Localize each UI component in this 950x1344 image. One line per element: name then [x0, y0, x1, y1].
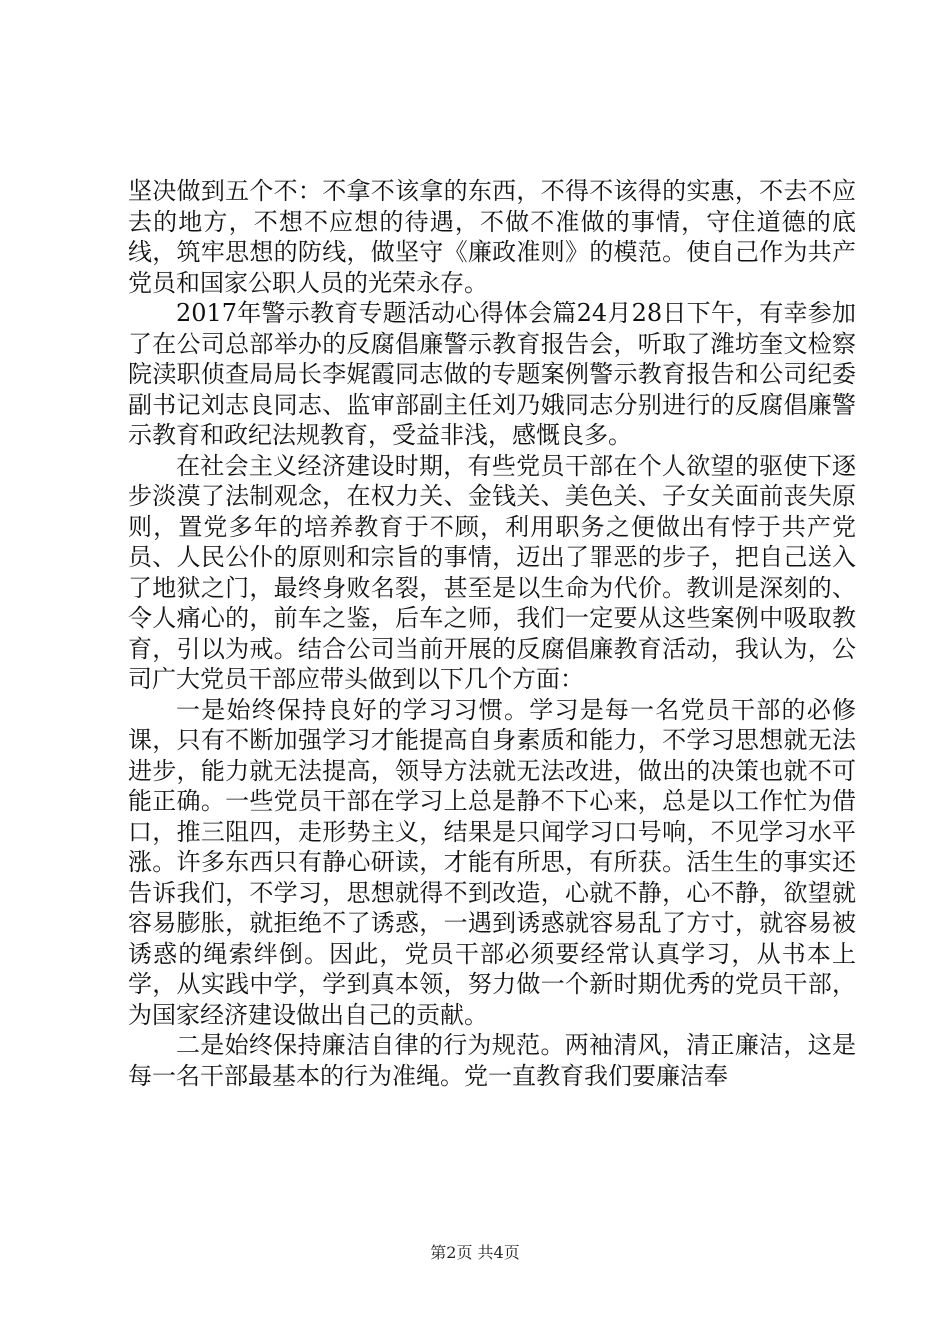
- paragraph-continuation: 坚决做到五个不：不拿不该拿的东西，不得不该得的实惠，不去不应去的地方，不想不应想的待遇，不做不准做的事情，守住道德的底线，筑牢思想的防线，做坚守《廉政准则》的模范。使自己作为共产党员和国家公职人员的光荣永存。: [128, 177, 856, 297]
- paragraph-point-two-integrity: 二是始终保持廉洁自律的行为规范。两袖清风，清正廉洁，这是每一名干部最基本的行为准绳。党一直教育我们要廉洁奉: [128, 1031, 856, 1090]
- page-footer: [0, 1243, 950, 1263]
- document-body: [128, 176, 856, 1091]
- paragraph-article-intro: 2017年警示教育专题活动心得体会篇24月28日下午，有幸参加了在公司总部举办的反腐倡廉警示教育报告会，听取了潍坊奎文检察院渎职侦查局局长李娓霞同志做的专题案例警示教育报告和公司纪委副书记刘志良同志、监审部副主任刘乃娥同志分别进行的反腐倡廉警示教育和政纪法规教育，受益非浅，感慨良多。: [128, 299, 856, 449]
- page-number: 第2页 共4页: [430, 1243, 520, 1262]
- paragraph-economic-period: 在社会主义经济建设时期，有些党员干部在个人欲望的驱使下逐步淡漠了法制观念，在权力关、金钱关、美色关、子女关面前丧失原则，置党多年的培养教育于不顾，利用职务之便做出有悖于共产党员、人民公仆的原则和宗旨的事情，迈出了罪恶的步子，把自己送入了地狱之门，最终身败名裂，甚至是以生命为代价。教训是深刻的、令人痛心的，前车之鉴，后车之师，我们一定要从这些案例中吸取教育，引以为戒。结合公司当前开展的反腐倡廉教育活动，我认为，公司广大党员干部应带头做到以下几个方面：: [128, 451, 856, 693]
- paragraph-point-one-study: 一是始终保持良好的学习习惯。学习是每一名党员干部的必修课，只有不断加强学习才能提高自身素质和能力，不学习思想就无法进步，能力就无法提高，领导方法就无法改进，做出的决策也就不可能正确。一些党员干部在学习上总是静不下心来，总是以工作忙为借口，推三阻四，走形势主义，结果是只闻学习口号响，不见学习水平涨。许多东西只有静心研读，才能有所思，有所获。活生生的事实还告诉我们，不学习，思想就得不到改造，心就不静，心不静，欲望就容易膨胀，就拒绝不了诱惑，一遇到诱惑就容易乱了方寸，就容易被诱惑的绳索绊倒。因此，党员干部必须要经常认真学习，从书本上学，从实践中学，学到真本领，努力做一个新时期优秀的党员干部，为国家经济建设做出自己的贡献。: [128, 695, 856, 1029]
